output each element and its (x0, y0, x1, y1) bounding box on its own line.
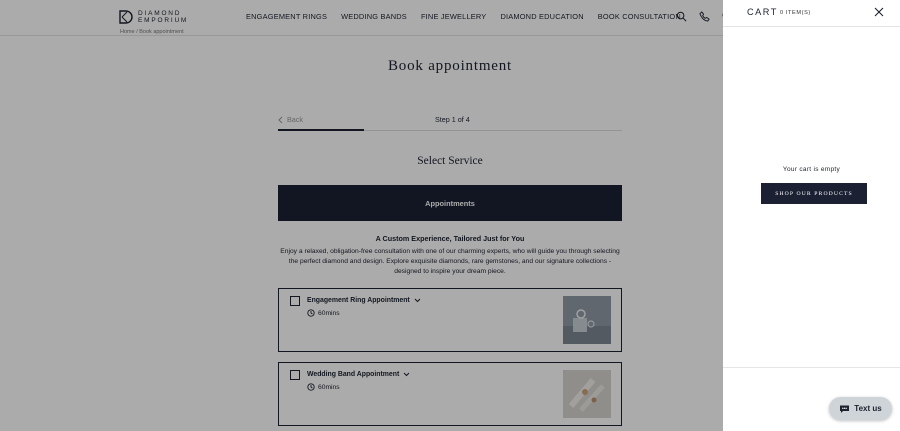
cart-footer-divider (723, 367, 900, 368)
close-icon[interactable] (874, 7, 884, 17)
back-label: Back (287, 115, 303, 124)
brand-line1: DIAMOND (138, 10, 182, 17)
text-us-chat-button[interactable] (829, 397, 892, 420)
brand-line2: EMPORIUM (138, 17, 189, 24)
service-name: Wedding Band Appointment (307, 371, 400, 378)
cart-title: CART (747, 7, 778, 17)
duration-label: 60mins (318, 383, 340, 391)
cart-empty-message: Your cart is empty (782, 166, 841, 173)
breadcrumb: Home / Book appointment (120, 29, 184, 35)
intro-heading: A Custom Experience, Tailored Just for You (375, 234, 525, 243)
chat-bubble-icon (839, 404, 850, 414)
duration-label: 60mins (318, 309, 340, 317)
nav-diamond-education[interactable]: DIAMOND EDUCATION (500, 12, 584, 21)
nav-wedding-bands[interactable]: WEDDING BANDS (341, 12, 407, 21)
intro-body: Enjoy a relaxed, obligation-free consultation with one of our charming experts, who will guide you through selecting the perfect diamond and design. Explore exquisite diamonds, rare gemstones, and our signature collections - designed to inspire your dream piece. (280, 248, 620, 276)
nav-fine-jewellery[interactable]: FINE JEWELLERY (420, 12, 487, 21)
section-title: Select Service (417, 155, 483, 167)
page-title: Book appointment (387, 58, 513, 74)
shop-products-button[interactable]: SHOP OUR PRODUCTS (761, 183, 867, 204)
nav-engagement-rings[interactable]: ENGAGEMENT RINGS (246, 12, 328, 21)
text-us-label: Text us (854, 404, 882, 413)
step-label: Step 1 of 4 (435, 115, 470, 124)
service-name: Engagement Ring Appointment (307, 297, 410, 304)
nav-book-consultation[interactable]: BOOK CONSULTATION (597, 12, 681, 21)
appointments-button[interactable]: Appointments (278, 185, 622, 221)
cart-count: 0 ITEM(S) (780, 10, 811, 16)
cart-drawer (723, 0, 900, 431)
cart-header (723, 0, 900, 27)
